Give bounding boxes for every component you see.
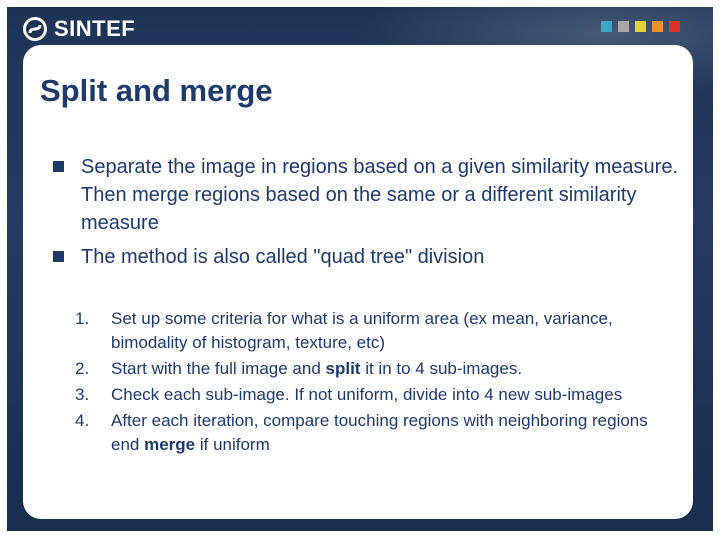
sintef-logo-icon xyxy=(22,16,48,42)
bullet-text: Separate the image in regions based on a given similarity measure. Then merge regions based on the same or a different similarity measure xyxy=(81,156,678,234)
square-bullet-icon xyxy=(53,251,64,262)
color-square xyxy=(652,21,663,32)
step-item xyxy=(75,307,675,355)
step-number: 2. xyxy=(75,359,90,378)
step-number: 3. xyxy=(75,385,90,404)
bullet-item xyxy=(53,243,683,271)
color-squares xyxy=(601,21,680,32)
step-keyword: split xyxy=(325,359,361,378)
bullet-list xyxy=(53,153,683,277)
step-text: it in to 4 sub-images. xyxy=(360,359,523,378)
bullet-item xyxy=(53,153,683,237)
bullet-text: The method is also called "quad tree" division xyxy=(81,246,485,268)
color-square xyxy=(669,21,680,32)
slide-content xyxy=(23,45,693,519)
step-number: 1. xyxy=(75,309,90,328)
step-text: Check each sub-image. If not uniform, divide into 4 new sub-images xyxy=(111,385,623,404)
slide-title: Split and merge xyxy=(40,73,273,108)
color-square xyxy=(635,21,646,32)
sintef-logo xyxy=(22,15,135,43)
step-item xyxy=(75,357,675,381)
step-item xyxy=(75,383,675,407)
step-keyword: merge xyxy=(144,435,196,454)
step-list xyxy=(75,307,675,459)
step-text: if uniform xyxy=(195,435,270,454)
slide-frame xyxy=(7,7,713,531)
color-square xyxy=(618,21,629,32)
step-text: Set up some criteria for what is a uniform area (ex mean, variance, bimodality of histogram, texture, etc) xyxy=(111,309,613,352)
step-item xyxy=(75,409,675,457)
color-square xyxy=(601,21,612,32)
logo-text: SINTEF xyxy=(54,16,136,41)
step-number: 4. xyxy=(75,411,90,430)
step-text: After each iteration, compare touching regions with neighboring regions end xyxy=(111,411,648,454)
square-bullet-icon xyxy=(53,161,64,172)
step-text: Start with the full image and xyxy=(111,359,326,378)
